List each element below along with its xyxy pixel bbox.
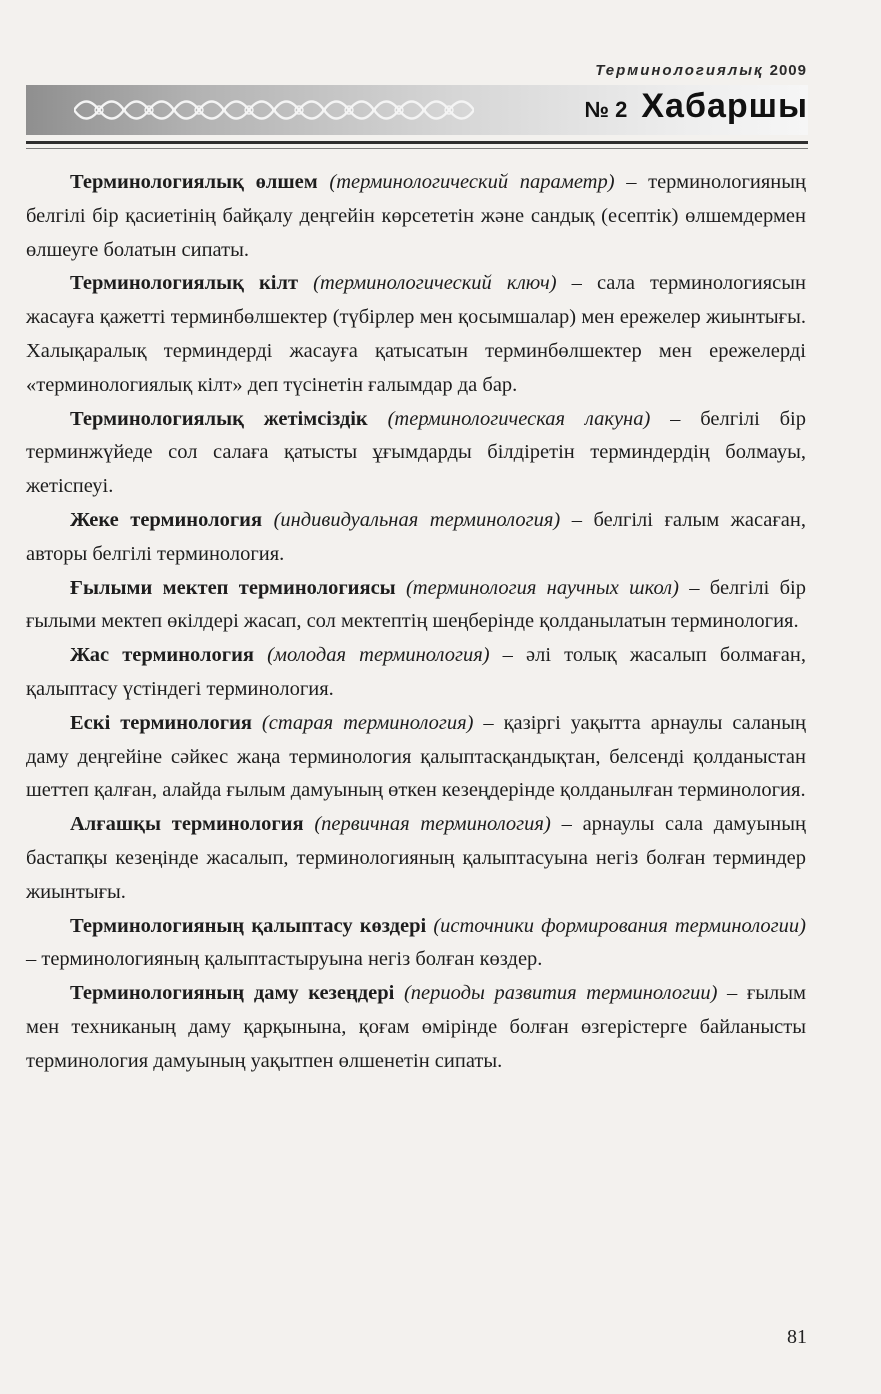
journal-name: Терминологиялық [595, 62, 764, 79]
entry-term: Терминологияның қалыптасу көздері [70, 914, 427, 937]
glossary-entry [26, 403, 806, 504]
entry-definition: – терминологияның қалыптастыруына негіз болған көздер. [26, 948, 543, 971]
entry-definition: – сала терминологиясын жасауға қажетті терминбөлшектер (түбірлер мен қосымшалар) мен ережелер жиынтығы. Халықаралық терминдерді жасауға қатысатын терминбөлшектер мен ережелерді «терминологиялық кілт» деп түсінетін ғалымдар да бар. [26, 272, 806, 396]
entry-term: Терминологияның даму кезеңдері [70, 982, 395, 1005]
glossary-entry [26, 572, 806, 640]
entry-translation: (молодая терминология) [267, 644, 490, 667]
glossary-entry [26, 504, 806, 572]
journal-year: 2009 [769, 62, 807, 79]
entry-translation: (индивидуальная терминология) [273, 508, 561, 531]
glossary-entry [26, 166, 806, 267]
glossary-entry [26, 808, 806, 909]
glossary-entry [26, 977, 806, 1078]
journal-title: Хабаршы [641, 87, 808, 125]
entry-translation: (периоды развития терминологии) [403, 982, 718, 1005]
entry-translation: (первичная терминология) [314, 813, 551, 836]
entry-translation: (терминологическая лакуна) [387, 407, 651, 430]
entry-definition: – қазіргі уақытта арнаулы саланың даму деңгейіне сәйкес жаңа терминология қалыптасқандықтан, белсенді қолданыстан шеттеп қалған, алайда ғылым дамуының өткен кезеңдерінде қолданылған терминология. [26, 711, 807, 802]
entry-term: Жеке терминология [70, 508, 263, 531]
entry-translation: (терминологический параметр) [329, 171, 615, 193]
ornament-pattern-icon [74, 89, 474, 131]
entry-term: Терминологиялық жетімсіздік [70, 407, 368, 430]
entry-translation: (терминология научных школ) [405, 576, 679, 599]
entry-translation: (старая терминология) [261, 711, 474, 734]
header-rule [26, 141, 808, 144]
entry-definition: – арнаулы сала дамуының бастапқы кезеңінде жасалып, терминологияның қалыптасуына негіз болған терминдер жиынтығы. [26, 813, 807, 903]
entry-translation: (источники формирования терминологии) [433, 914, 806, 937]
entry-definition: – әлі толық жасалып болмаған, қалыптасу үстіндегі терминология. [26, 644, 806, 700]
header-band [26, 85, 808, 135]
entry-term: Алғашқы терминология [70, 813, 304, 836]
issue-number: № 2 [584, 97, 628, 122]
glossary-entry [26, 639, 806, 707]
page-number: 81 [787, 1326, 807, 1348]
article-body [26, 166, 806, 1079]
entry-term: Ескі терминология [70, 711, 252, 734]
entry-definition: – белгілі бір терминжүйеде сол салаға қатысты ұғымдарды білдіретін терминдердің болмауы, жетіспеуі. [26, 407, 807, 498]
entry-term: Ғылыми мектеп терминологиясы [70, 576, 396, 599]
glossary-entry [26, 910, 806, 978]
entry-term: Терминологиялық кілт [70, 272, 299, 295]
header-rule-thin [26, 148, 808, 149]
page-header [0, 0, 881, 160]
glossary-entry [26, 707, 806, 808]
entry-definition: – ғылым мен техниканың даму қарқынына, қоғам өмірінде болған өзгерістерге байланысты терминология дамуының уақытпен өлшенетін сипаты. [26, 982, 806, 1072]
glossary-entry [26, 267, 806, 402]
entry-definition: – терминологияның белгілі бір қасиетінің байқалу деңгейін көрсететін және сандық (есептік) өлшемдермен өлшеуге болатын сипаты. [26, 171, 807, 261]
issue-block [584, 87, 808, 126]
entry-term: Жас терминология [70, 644, 254, 667]
entry-term: Терминологиялық өлшем [70, 171, 318, 193]
journal-line [595, 62, 807, 79]
entry-definition: – белгілі бір ғылыми мектеп өкілдері жасап, сол мектептің шеңберінде қолданылатын терминология. [26, 576, 806, 633]
entry-definition: – белгілі ғалым жасаған, авторы белгілі терминология. [26, 508, 806, 565]
entry-translation: (терминологический ключ) [313, 272, 557, 295]
